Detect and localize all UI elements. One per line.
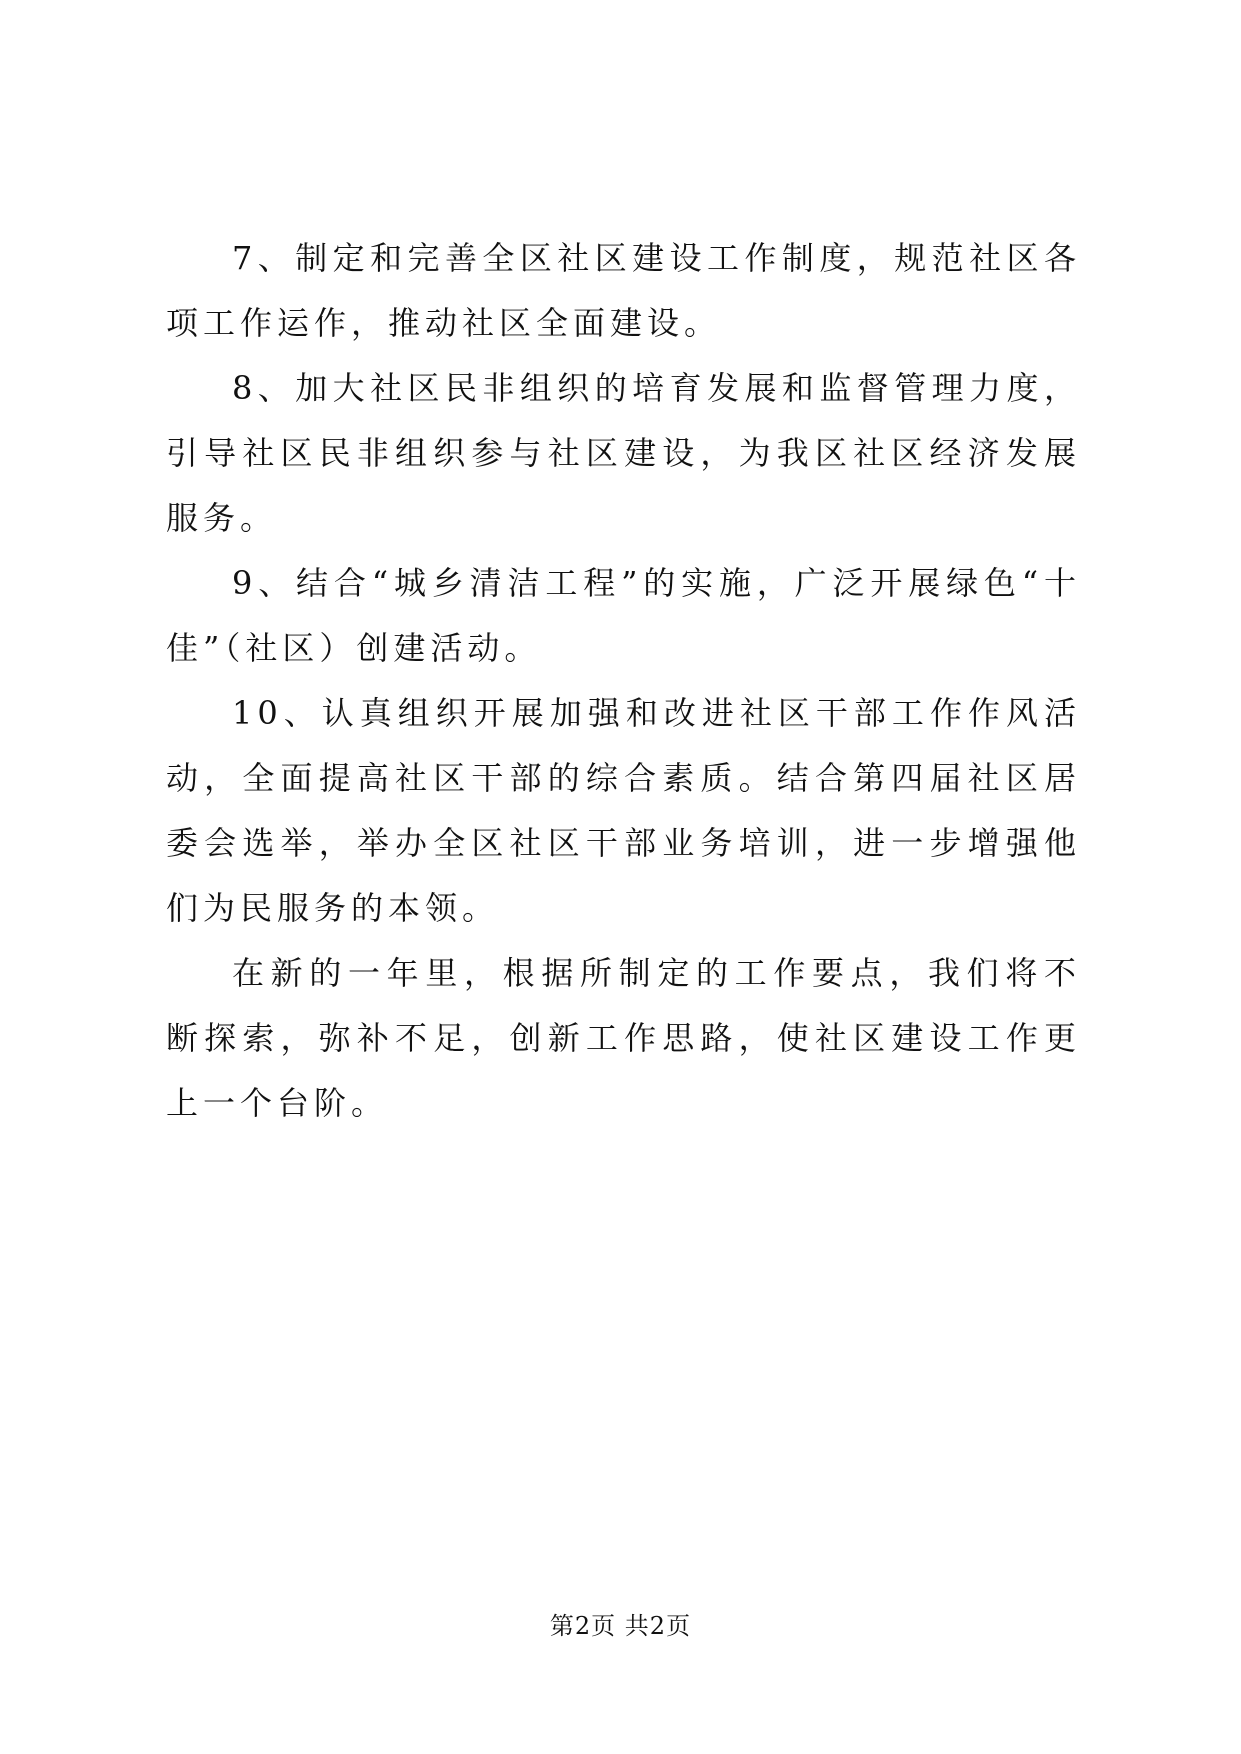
page-footer: 第2页 共2页 — [549, 1612, 692, 1640]
paragraph-item-7: 7、制定和完善全区社区建设工作制度，规范社区各项工作运作，推动社区全面建设。 — [166, 239, 1081, 342]
paragraph-item-10: 10、认真组织开展加强和改进社区干部工作作风活动，全面提高社区干部的综合素质。结合第四届社区居委会选举，举办全区社区干部业务培训，进一步增强他们为民服务的本领。 — [166, 694, 1081, 927]
closing-paragraph: 在新的一年里，根据所制定的工作要点，我们将不断探索，弥补不足，创新工作思路，使社区建设工作更上一个台阶。 — [166, 954, 1081, 1122]
document-body — [166, 226, 1081, 1136]
paragraph-item-9: 9、结合“城乡清洁工程”的实施，广泛开展绿色“十佳”（社区）创建活动。 — [166, 564, 1081, 667]
paragraph-item-8: 8、加大社区民非组织的培育发展和监督管理力度，引导社区民非组织参与社区建设，为我区社区经济发展服务。 — [166, 369, 1081, 537]
